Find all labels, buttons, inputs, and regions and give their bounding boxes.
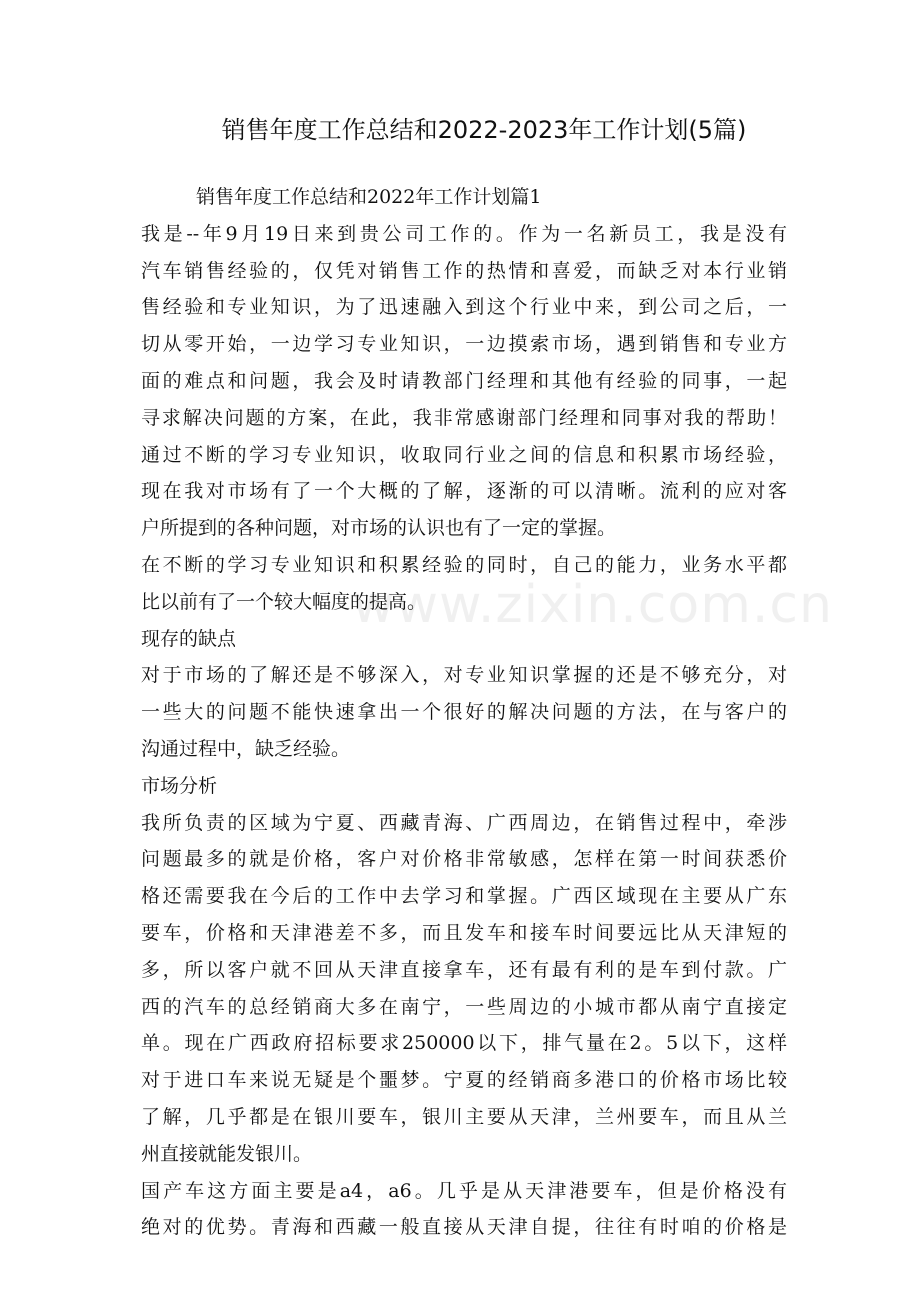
text-line: 在不断的学习专业知识和积累经验的同时，自己的能力，业务水平都 <box>141 553 787 576</box>
text-line: 多，所以客户就不回从天津直接拿车，还有最有利的是车到付款。广 <box>141 958 787 981</box>
text-line: 我是--年9月19日来到贵公司工作的。作为一名新员工，我是没有 <box>141 222 787 245</box>
text-line: 比以前有了一个较大幅度的提高。 <box>141 590 427 613</box>
text-line: 问题最多的就是价格，客户对价格非常敏感，怎样在第一时间获悉价 <box>141 848 787 871</box>
section-label: 现存的缺点 <box>141 627 237 650</box>
document-body <box>141 179 787 1246</box>
text-line: 一些大的问题不能快速拿出一个很好的解决问题的方法，在与客户的 <box>141 701 787 724</box>
text-line: 沟通过程中，缺乏经验。 <box>141 737 351 760</box>
text-line: 要车，价格和天津港差不多，而且发车和接车时间要远比从天津短的 <box>141 921 787 944</box>
text-line: 户所提到的各种问题，对市场的认识也有了一定的掌握。 <box>141 517 617 540</box>
text-line: 州直接就能发银川。 <box>141 1142 313 1165</box>
text-line: 我所负责的区域为宁夏、西藏青海、广西周边，在销售过程中，牵涉 <box>141 811 787 834</box>
text-line: 寻求解决问题的方案，在此，我非常感谢部门经理和同事对我的帮助！ <box>141 406 787 429</box>
text-line: 格还需要我在今后的工作中去学习和掌握。广西区域现在主要从广东 <box>141 885 787 908</box>
text-line: 单。现在广西政府招标要求250000以下，排气量在2。5以下，这样 <box>141 1032 787 1055</box>
text-line: 切从零开始，一边学习专业知识，一边摸索市场，遇到销售和专业方 <box>141 333 787 356</box>
text-line: 对于市场的了解还是不够深入，对专业知识掌握的还是不够充分，对 <box>141 664 787 687</box>
text-line: 汽车销售经验的，仅凭对销售工作的热情和喜爱，而缺乏对本行业销 <box>141 259 787 282</box>
text-line: 了解，几乎都是在银川要车，银川主要从天津，兰州要车，而且从兰 <box>141 1105 787 1128</box>
watermark: www.zixin.com.cn <box>352 575 833 635</box>
document-title: 销售年度工作总结和2022-2023年工作计划(5篇) <box>221 116 747 144</box>
text-line: 面的难点和问题，我会及时请教部门经理和其他有经验的同事，一起 <box>141 369 787 392</box>
section-label: 市场分析 <box>141 774 218 797</box>
text-line: 国产车这方面主要是a4，a6。几乎是从天津港要车，但是价格没有 <box>141 1179 787 1202</box>
text-line: 售经验和专业知识，为了迅速融入到这个行业中来，到公司之后，一 <box>141 296 787 319</box>
text-line: 现在我对市场有了一个大概的了解，逐渐的可以清晰。流利的应对客 <box>141 480 787 503</box>
text-line: 通过不断的学习专业知识，收取同行业之间的信息和积累市场经验， <box>141 443 787 466</box>
section-heading: 销售年度工作总结和2022年工作计划篇1 <box>196 186 542 208</box>
text-line: 绝对的优势。青海和西藏一般直接从天津自提，往往有时咱的价格是 <box>141 1216 787 1239</box>
text-line: 对于进口车来说无疑是个噩梦。宁夏的经销商多港口的价格市场比较 <box>141 1069 787 1092</box>
text-line: 西的汽车的总经销商大多在南宁，一些周边的小城市都从南宁直接定 <box>141 995 787 1018</box>
